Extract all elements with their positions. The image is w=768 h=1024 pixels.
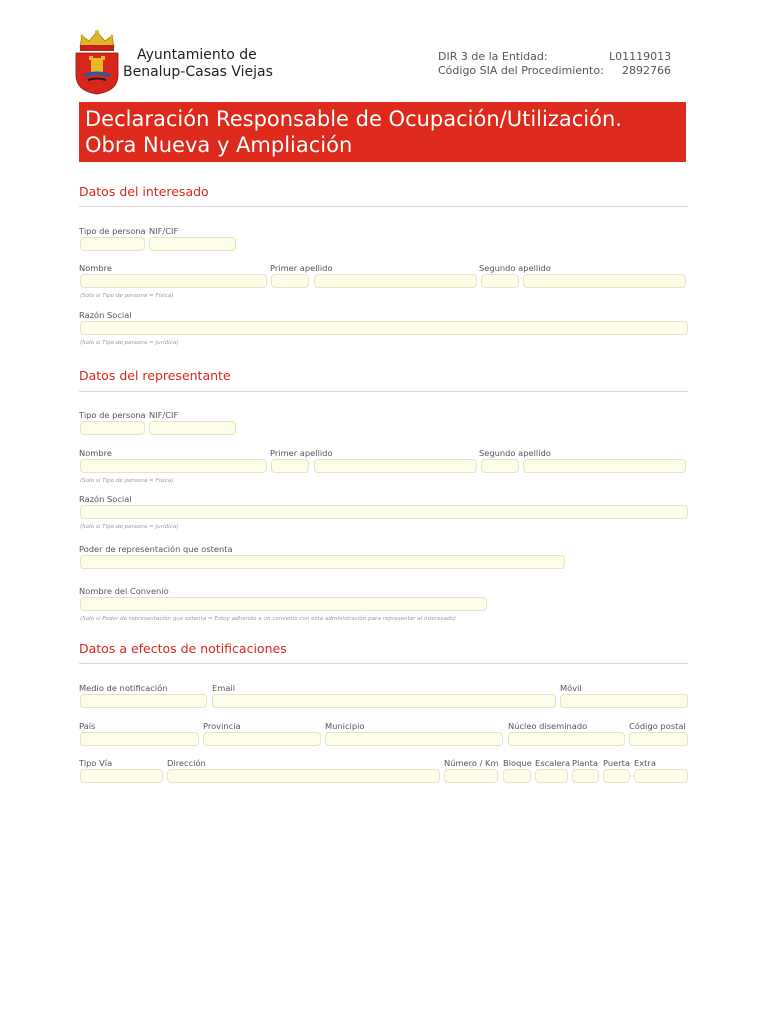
representante-nif-field[interactable] <box>149 421 236 435</box>
numero-field[interactable] <box>444 769 498 783</box>
interesado-primer-apellido-particle-field[interactable] <box>271 274 309 288</box>
label-razon-social: Razón Social <box>79 310 132 320</box>
org-name-line1: Ayuntamiento de <box>137 47 257 63</box>
label-escalera: Escalera <box>535 758 571 768</box>
sia-value: 2892766 <box>622 64 671 77</box>
representante-primer-apellido-particle-field[interactable] <box>271 459 309 473</box>
municipio-field[interactable] <box>325 732 503 746</box>
interesado-primer-apellido-field[interactable] <box>314 274 477 288</box>
sia-label: Código SIA del Procedimiento: <box>438 64 604 77</box>
label-primer-apellido: Primer apellido <box>270 263 333 273</box>
representante-razon-social-field[interactable] <box>80 505 688 519</box>
section-title-interesado: Datos del interesado <box>79 184 209 199</box>
dir3-label: DIR 3 de la Entidad: <box>438 50 548 63</box>
hint-juridica: (Solo si Tipo de persona = Jurídica) <box>80 340 179 346</box>
nombre-convenio-field[interactable] <box>80 597 487 611</box>
label-razon-social: Razón Social <box>79 494 132 504</box>
title-banner <box>79 102 686 162</box>
section-title-representante: Datos del representante <box>79 368 231 383</box>
org-name-line2: Benalup-Casas Viejas <box>123 64 273 80</box>
section-divider <box>79 663 688 664</box>
escalera-field[interactable] <box>535 769 568 783</box>
poder-representacion-field[interactable] <box>80 555 565 569</box>
label-tipo-via: Tipo Vía <box>79 758 113 768</box>
label-segundo-apellido: Segundo apellido <box>479 263 551 273</box>
label-provincia: Provincia <box>203 721 241 731</box>
label-poder-representacion: Poder de representación que ostenta <box>79 544 233 554</box>
bloque-field[interactable] <box>503 769 531 783</box>
label-bloque: Bloque <box>503 758 532 768</box>
tipo-via-field[interactable] <box>80 769 163 783</box>
codigo-postal-field[interactable] <box>629 732 688 746</box>
hint-convenio: (Solo si Poder de representación que ostenta = Estoy adherido a un convenio con esta administración para representar al interesado) <box>80 616 457 622</box>
label-pais: País <box>79 721 96 731</box>
email-field[interactable] <box>212 694 556 708</box>
representante-segundo-apellido-particle-field[interactable] <box>481 459 519 473</box>
movil-field[interactable] <box>560 694 688 708</box>
label-medio-notificacion: Medio de notificación <box>79 683 168 693</box>
representante-nombre-field[interactable] <box>80 459 267 473</box>
planta-field[interactable] <box>572 769 599 783</box>
provincia-field[interactable] <box>203 732 321 746</box>
puerta-field[interactable] <box>603 769 630 783</box>
interesado-segundo-apellido-field[interactable] <box>523 274 686 288</box>
section-title-notificaciones: Datos a efectos de notificaciones <box>79 641 287 656</box>
label-municipio: Municipio <box>325 721 365 731</box>
interesado-nombre-field[interactable] <box>80 274 267 288</box>
label-email: Email <box>212 683 236 693</box>
label-tipo-persona: Tipo de persona <box>79 226 146 236</box>
representante-segundo-apellido-field[interactable] <box>523 459 686 473</box>
extra-field[interactable] <box>634 769 688 783</box>
form-title-line1: Declaración Responsable de Ocupación/Utilización. <box>85 107 622 131</box>
label-numero: Número / Km <box>444 758 499 768</box>
section-divider <box>79 391 688 392</box>
interesado-tipo-persona-field[interactable] <box>80 237 145 251</box>
section-divider <box>79 206 688 207</box>
dir3-value: L01119013 <box>609 50 672 63</box>
label-planta: Planta <box>572 758 598 768</box>
label-extra: Extra <box>634 758 656 768</box>
medio-notificacion-field[interactable] <box>80 694 207 708</box>
label-nucleo-diseminado: Núcleo diseminado <box>508 721 588 731</box>
coat-of-arms-logo <box>72 27 122 95</box>
hint-fisica: (Solo si Tipo de persona = Física) <box>80 293 174 299</box>
label-segundo-apellido: Segundo apellido <box>479 448 551 458</box>
hint-juridica: (Solo si Tipo de persona = Jurídica) <box>80 524 179 530</box>
label-nombre: Nombre <box>79 263 112 273</box>
label-puerta: Puerta <box>603 758 630 768</box>
label-primer-apellido: Primer apellido <box>270 448 333 458</box>
form-title-line2: Obra Nueva y Ampliación <box>85 133 353 157</box>
nucleo-diseminado-field[interactable] <box>508 732 625 746</box>
label-tipo-persona: Tipo de persona <box>79 410 146 420</box>
interesado-razon-social-field[interactable] <box>80 321 688 335</box>
representante-primer-apellido-field[interactable] <box>314 459 477 473</box>
pais-field[interactable] <box>80 732 199 746</box>
direccion-field[interactable] <box>167 769 440 783</box>
label-movil: Móvil <box>560 683 582 693</box>
label-direccion: Dirección <box>167 758 206 768</box>
label-nombre: Nombre <box>79 448 112 458</box>
representante-tipo-persona-field[interactable] <box>80 421 145 435</box>
hint-fisica: (Solo si Tipo de persona = Física) <box>80 478 174 484</box>
interesado-segundo-apellido-particle-field[interactable] <box>481 274 519 288</box>
interesado-nif-field[interactable] <box>149 237 236 251</box>
label-nif: NIF/CIF <box>149 410 179 420</box>
label-codigo-postal: Código postal <box>629 721 686 731</box>
label-nombre-convenio: Nombre del Convenio <box>79 586 169 596</box>
label-nif: NIF/CIF <box>149 226 179 236</box>
